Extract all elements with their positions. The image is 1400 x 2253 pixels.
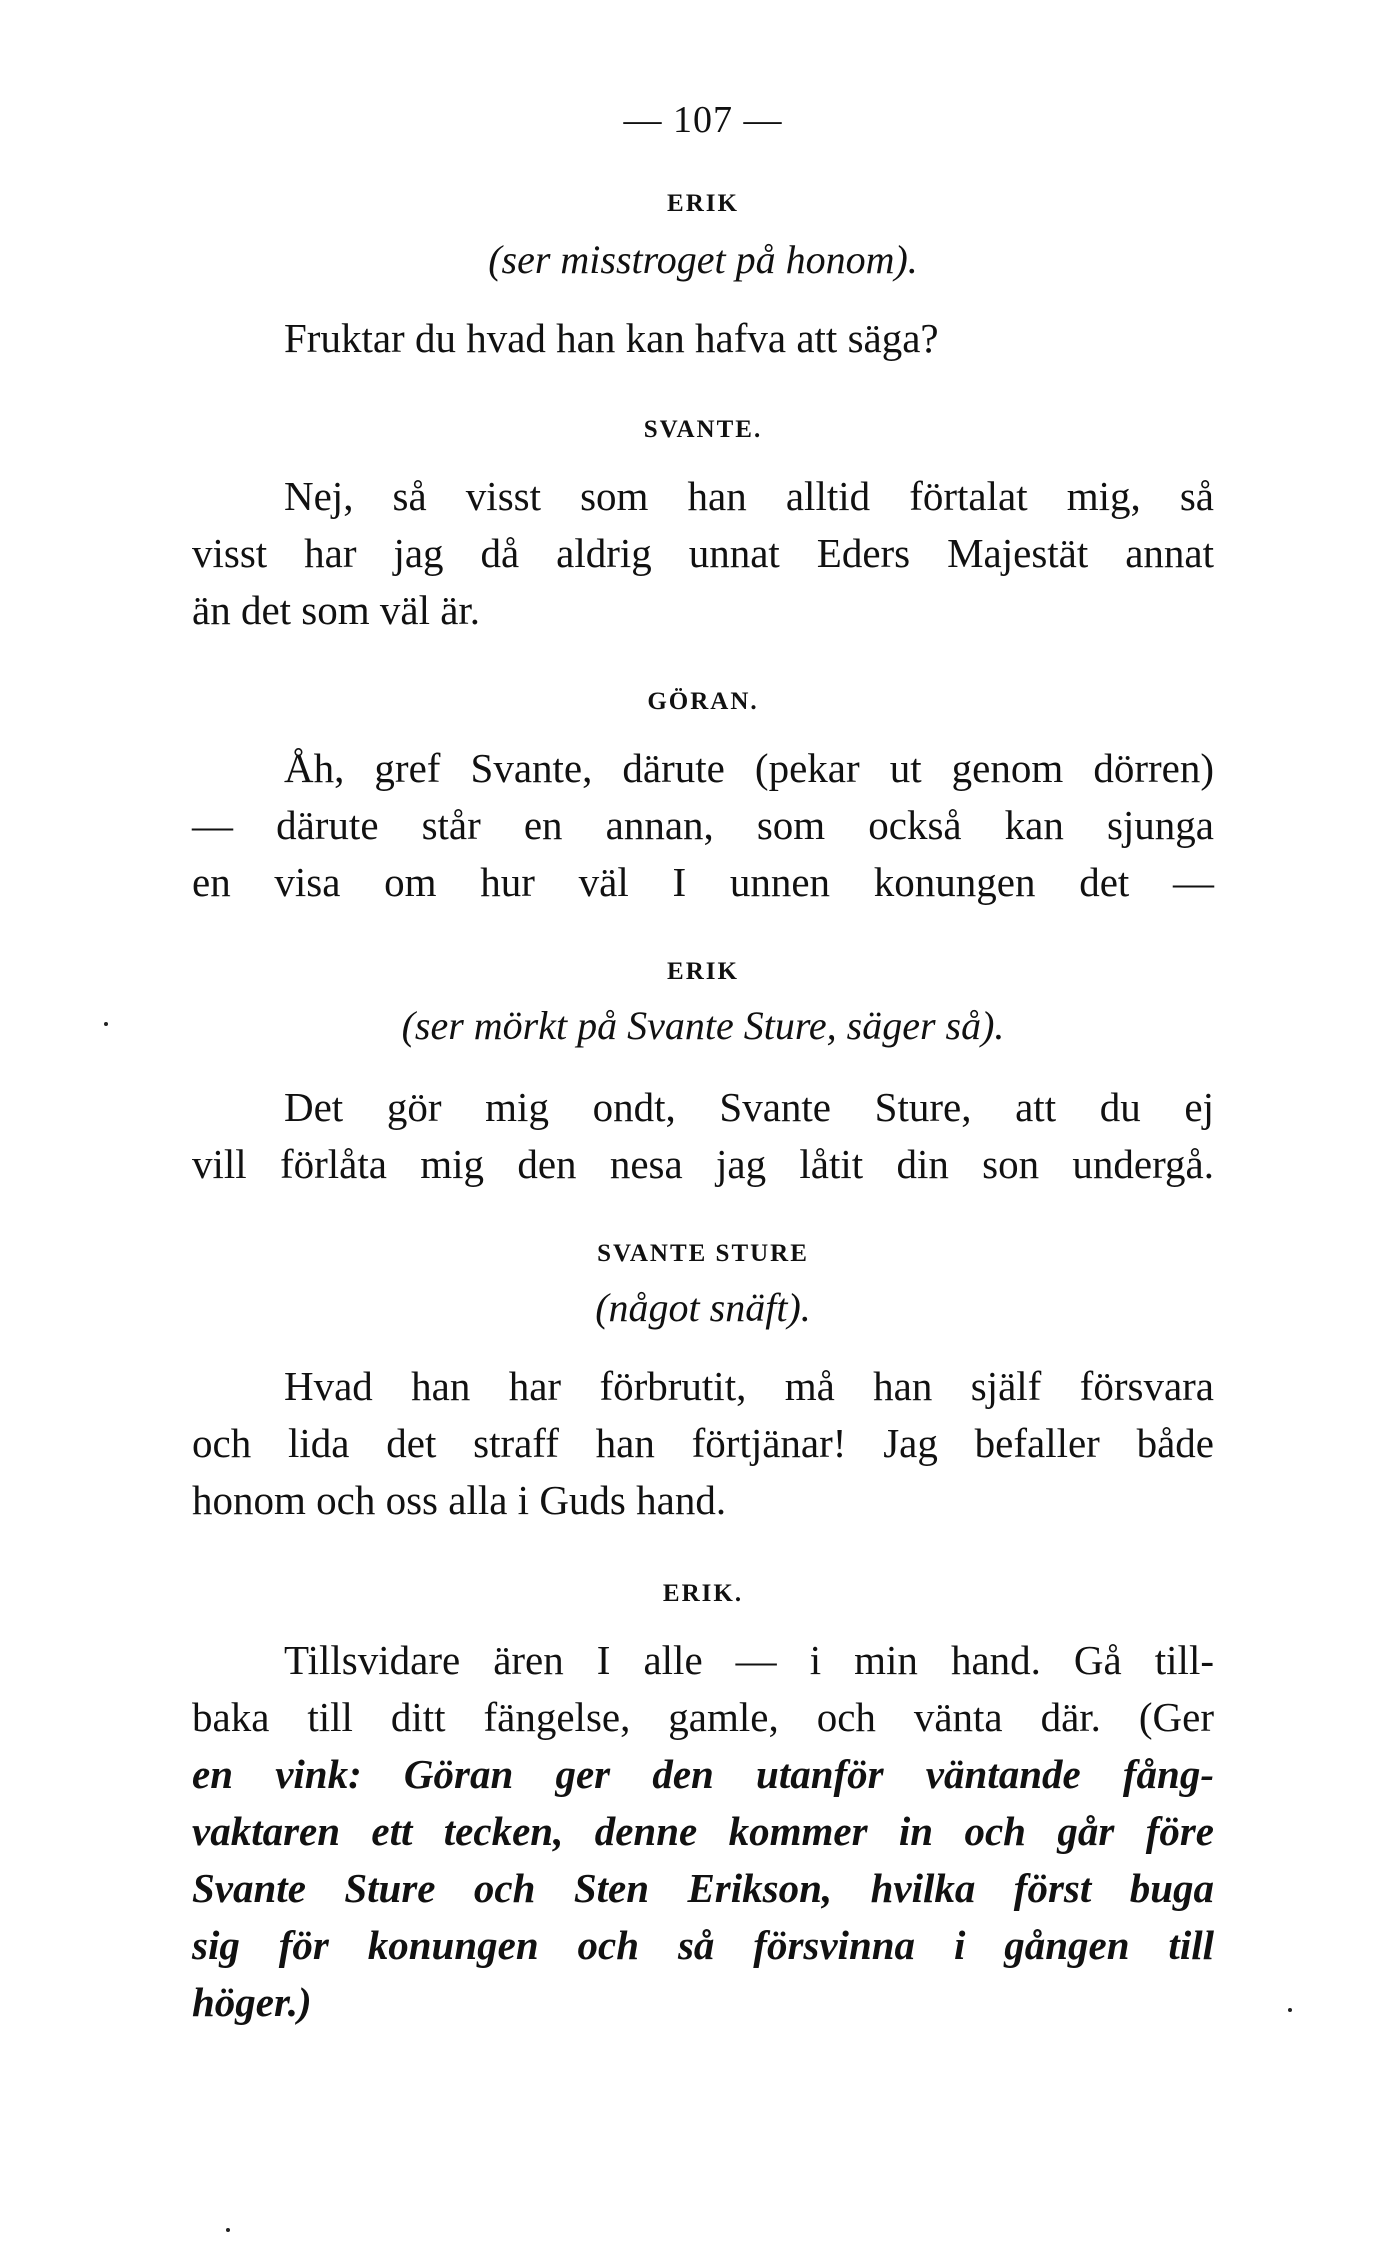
dialogue-line: Hvad han har förbrutit, må han själf försvara — [284, 1363, 1214, 1409]
dialogue-line: Nej, så visst som han alltid förtalat mig, så — [284, 473, 1214, 519]
speaker-erik: ERIK — [667, 958, 739, 985]
dialogue-line: visst har jag då aldrig unnat Eders Majestät annat — [192, 530, 1214, 576]
dialogue-line: och lida det straff han förtjänar! Jag befaller både — [192, 1420, 1214, 1466]
speaker-erik: ERIK — [667, 190, 739, 217]
stage-direction: (ser mörkt på Svante Sture, säger så). — [401, 1003, 1005, 1048]
print-speck — [1288, 2008, 1292, 2012]
dialogue-line: Åh, gref Svante, därute (pekar ut genom dörren) — [284, 745, 1214, 791]
speaker-goran: GÖRAN. — [647, 688, 759, 715]
stage-direction: (ser misstroget på honom). — [488, 237, 918, 282]
dialogue-line: honom och oss alla i Guds hand. — [192, 1477, 727, 1523]
speaker-svante: SVANTE. — [643, 416, 763, 443]
stage-direction-line: vaktaren ett tecken, denne kommer in och går före — [192, 1808, 1214, 1854]
dialogue-line: baka till ditt fängelse, gamle, och vänta där. (Ger — [192, 1694, 1214, 1740]
dialogue-line: än det som väl är. — [192, 587, 481, 633]
speaker-svante-sture: SVANTE STURE — [597, 1240, 809, 1267]
stage-direction: (något snäft). — [595, 1285, 811, 1330]
stage-direction-line: sig för konungen och så försvinna i gången till — [192, 1922, 1214, 1968]
dialogue-line: Fruktar du hvad han kan hafva att säga? — [284, 315, 939, 361]
dialogue-line: en visa om hur väl I unnen konungen det — — [192, 859, 1214, 905]
dialogue-line: — därute står en annan, som också kan sjunga — [192, 802, 1214, 848]
print-speck — [104, 1022, 108, 1026]
dialogue-line: vill förlåta mig den nesa jag låtit din son undergå. — [192, 1141, 1214, 1187]
dialogue-line: Tillsvidare ären I alle — i min hand. Gå till- — [284, 1637, 1214, 1683]
stage-direction-line: en vink: Göran ger den utanför väntande fång- — [192, 1751, 1214, 1797]
print-speck — [226, 2228, 230, 2232]
speaker-erik: ERIK. — [662, 1580, 744, 1607]
stage-direction-line: Svante Sture och Sten Erikson, hvilka först buga — [192, 1865, 1214, 1911]
page-number: — 107 — — [623, 99, 783, 141]
dialogue-line: Det gör mig ondt, Svante Sture, att du ej — [284, 1084, 1214, 1130]
stage-direction-line: höger.) — [192, 1979, 312, 2025]
